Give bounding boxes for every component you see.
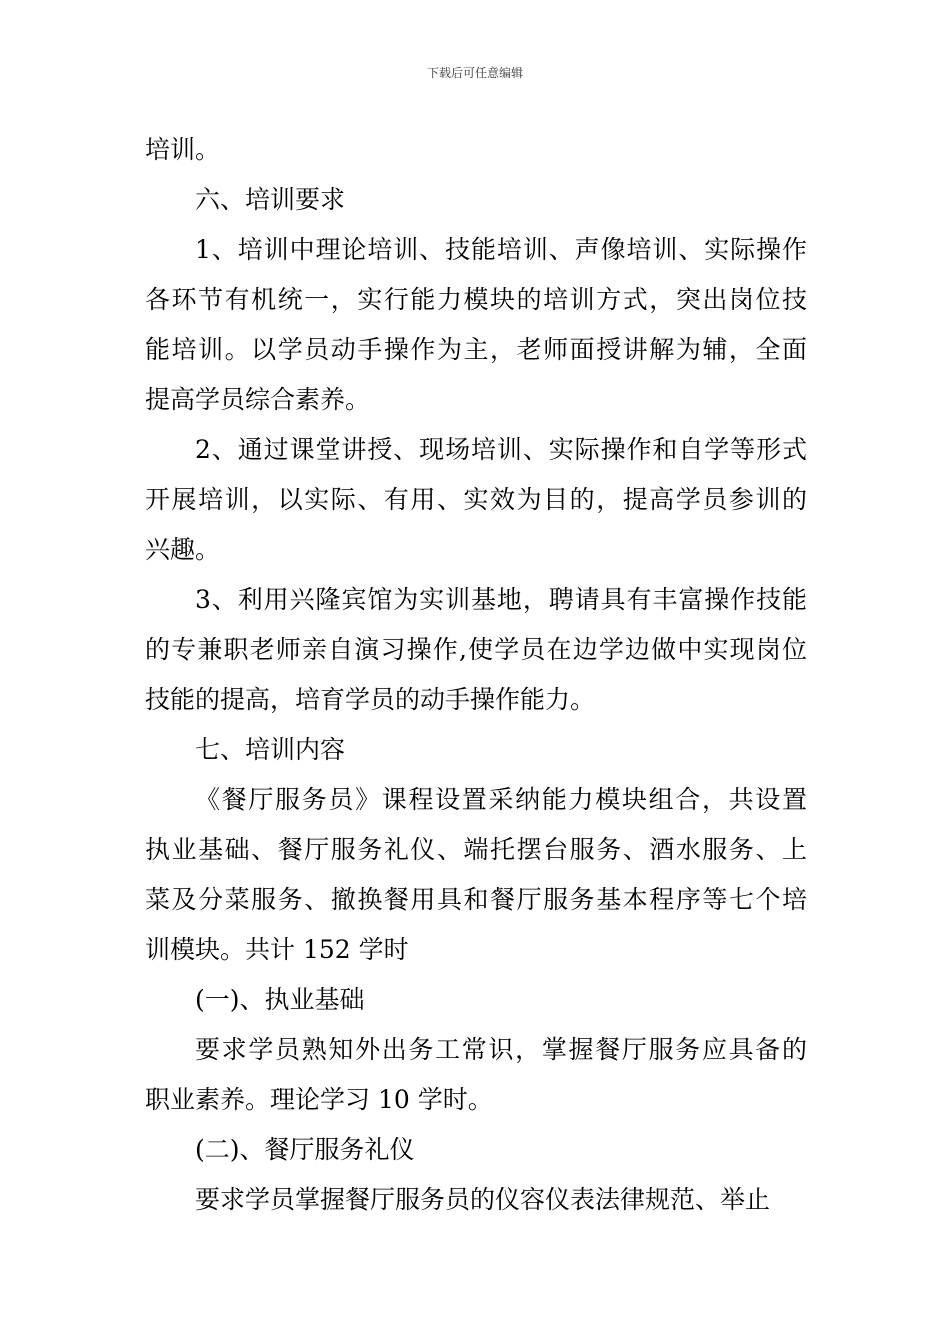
text-line: 2、通过课堂讲授、现场培训、实际操作和自学等形式 xyxy=(195,435,807,464)
paragraph-continuation xyxy=(145,125,807,175)
subheading-etiquette xyxy=(145,1125,807,1175)
paragraph-requirement-2 xyxy=(145,425,807,575)
text-line: 《餐厅服务员》课程设置采纳能力模块组合，共设置 xyxy=(195,785,807,814)
text-line: 技能的提高，培育学员的动手操作能力。 xyxy=(145,685,596,714)
text-line: 训模块。共计 152 学时 xyxy=(145,935,409,964)
text-line: 各环节有机统一，实行能力模块的培训方式，突出岗位技 xyxy=(145,285,807,314)
text-line: (一)、执业基础 xyxy=(195,985,365,1014)
text-line: 的专兼职老师亲自演习操作,使学员在边学边做中实现岗位 xyxy=(145,635,807,664)
text-line: 能培训。以学员动手操作为主，老师面授讲解为辅，全面 xyxy=(145,335,807,364)
subheading-basics xyxy=(145,975,807,1025)
text-line: 职业素养。理论学习 10 学时。 xyxy=(145,1085,493,1114)
paragraph-requirement-1 xyxy=(145,225,807,425)
paragraph-requirement-3 xyxy=(145,575,807,725)
text-line: (二)、餐厅服务礼仪 xyxy=(195,1135,415,1164)
text-line: 3、利用兴隆宾馆为实训基地，聘请具有丰富操作技能 xyxy=(195,585,807,614)
paragraph-course-modules xyxy=(145,775,807,975)
page-header-note: 下载后可任意编辑 xyxy=(426,66,523,80)
text-line: 执业基础、餐厅服务礼仪、端托摆台服务、酒水服务、上 xyxy=(145,835,807,864)
paragraph-etiquette xyxy=(145,1175,807,1225)
text-line: 提高学员综合素养。 xyxy=(145,385,371,414)
text-line: 兴趣。 xyxy=(145,535,221,564)
section-heading-training-content xyxy=(145,725,807,775)
text-line: 1、培训中理论培训、技能培训、声像培训、实际操作 xyxy=(195,235,807,264)
section-heading-training-requirements xyxy=(145,175,807,225)
text-line: 六、培训要求 xyxy=(195,185,346,214)
text-line: 要求学员熟知外出务工常识，掌握餐厅服务应具备的 xyxy=(195,1035,807,1064)
paragraph-basics xyxy=(145,1025,807,1125)
text-line: 七、培训内容 xyxy=(195,735,346,764)
text-line: 培训。 xyxy=(145,135,221,164)
text-line: 要求学员掌握餐厅服务员的仪容仪表法律规范、举止 xyxy=(195,1185,771,1214)
text-line: 菜及分菜服务、撤换餐用具和餐厅服务基本程序等七个培 xyxy=(145,885,807,914)
text-line: 开展培训，以实际、有用、实效为目的，提高学员参训的 xyxy=(145,485,807,514)
document-body xyxy=(145,125,807,1225)
